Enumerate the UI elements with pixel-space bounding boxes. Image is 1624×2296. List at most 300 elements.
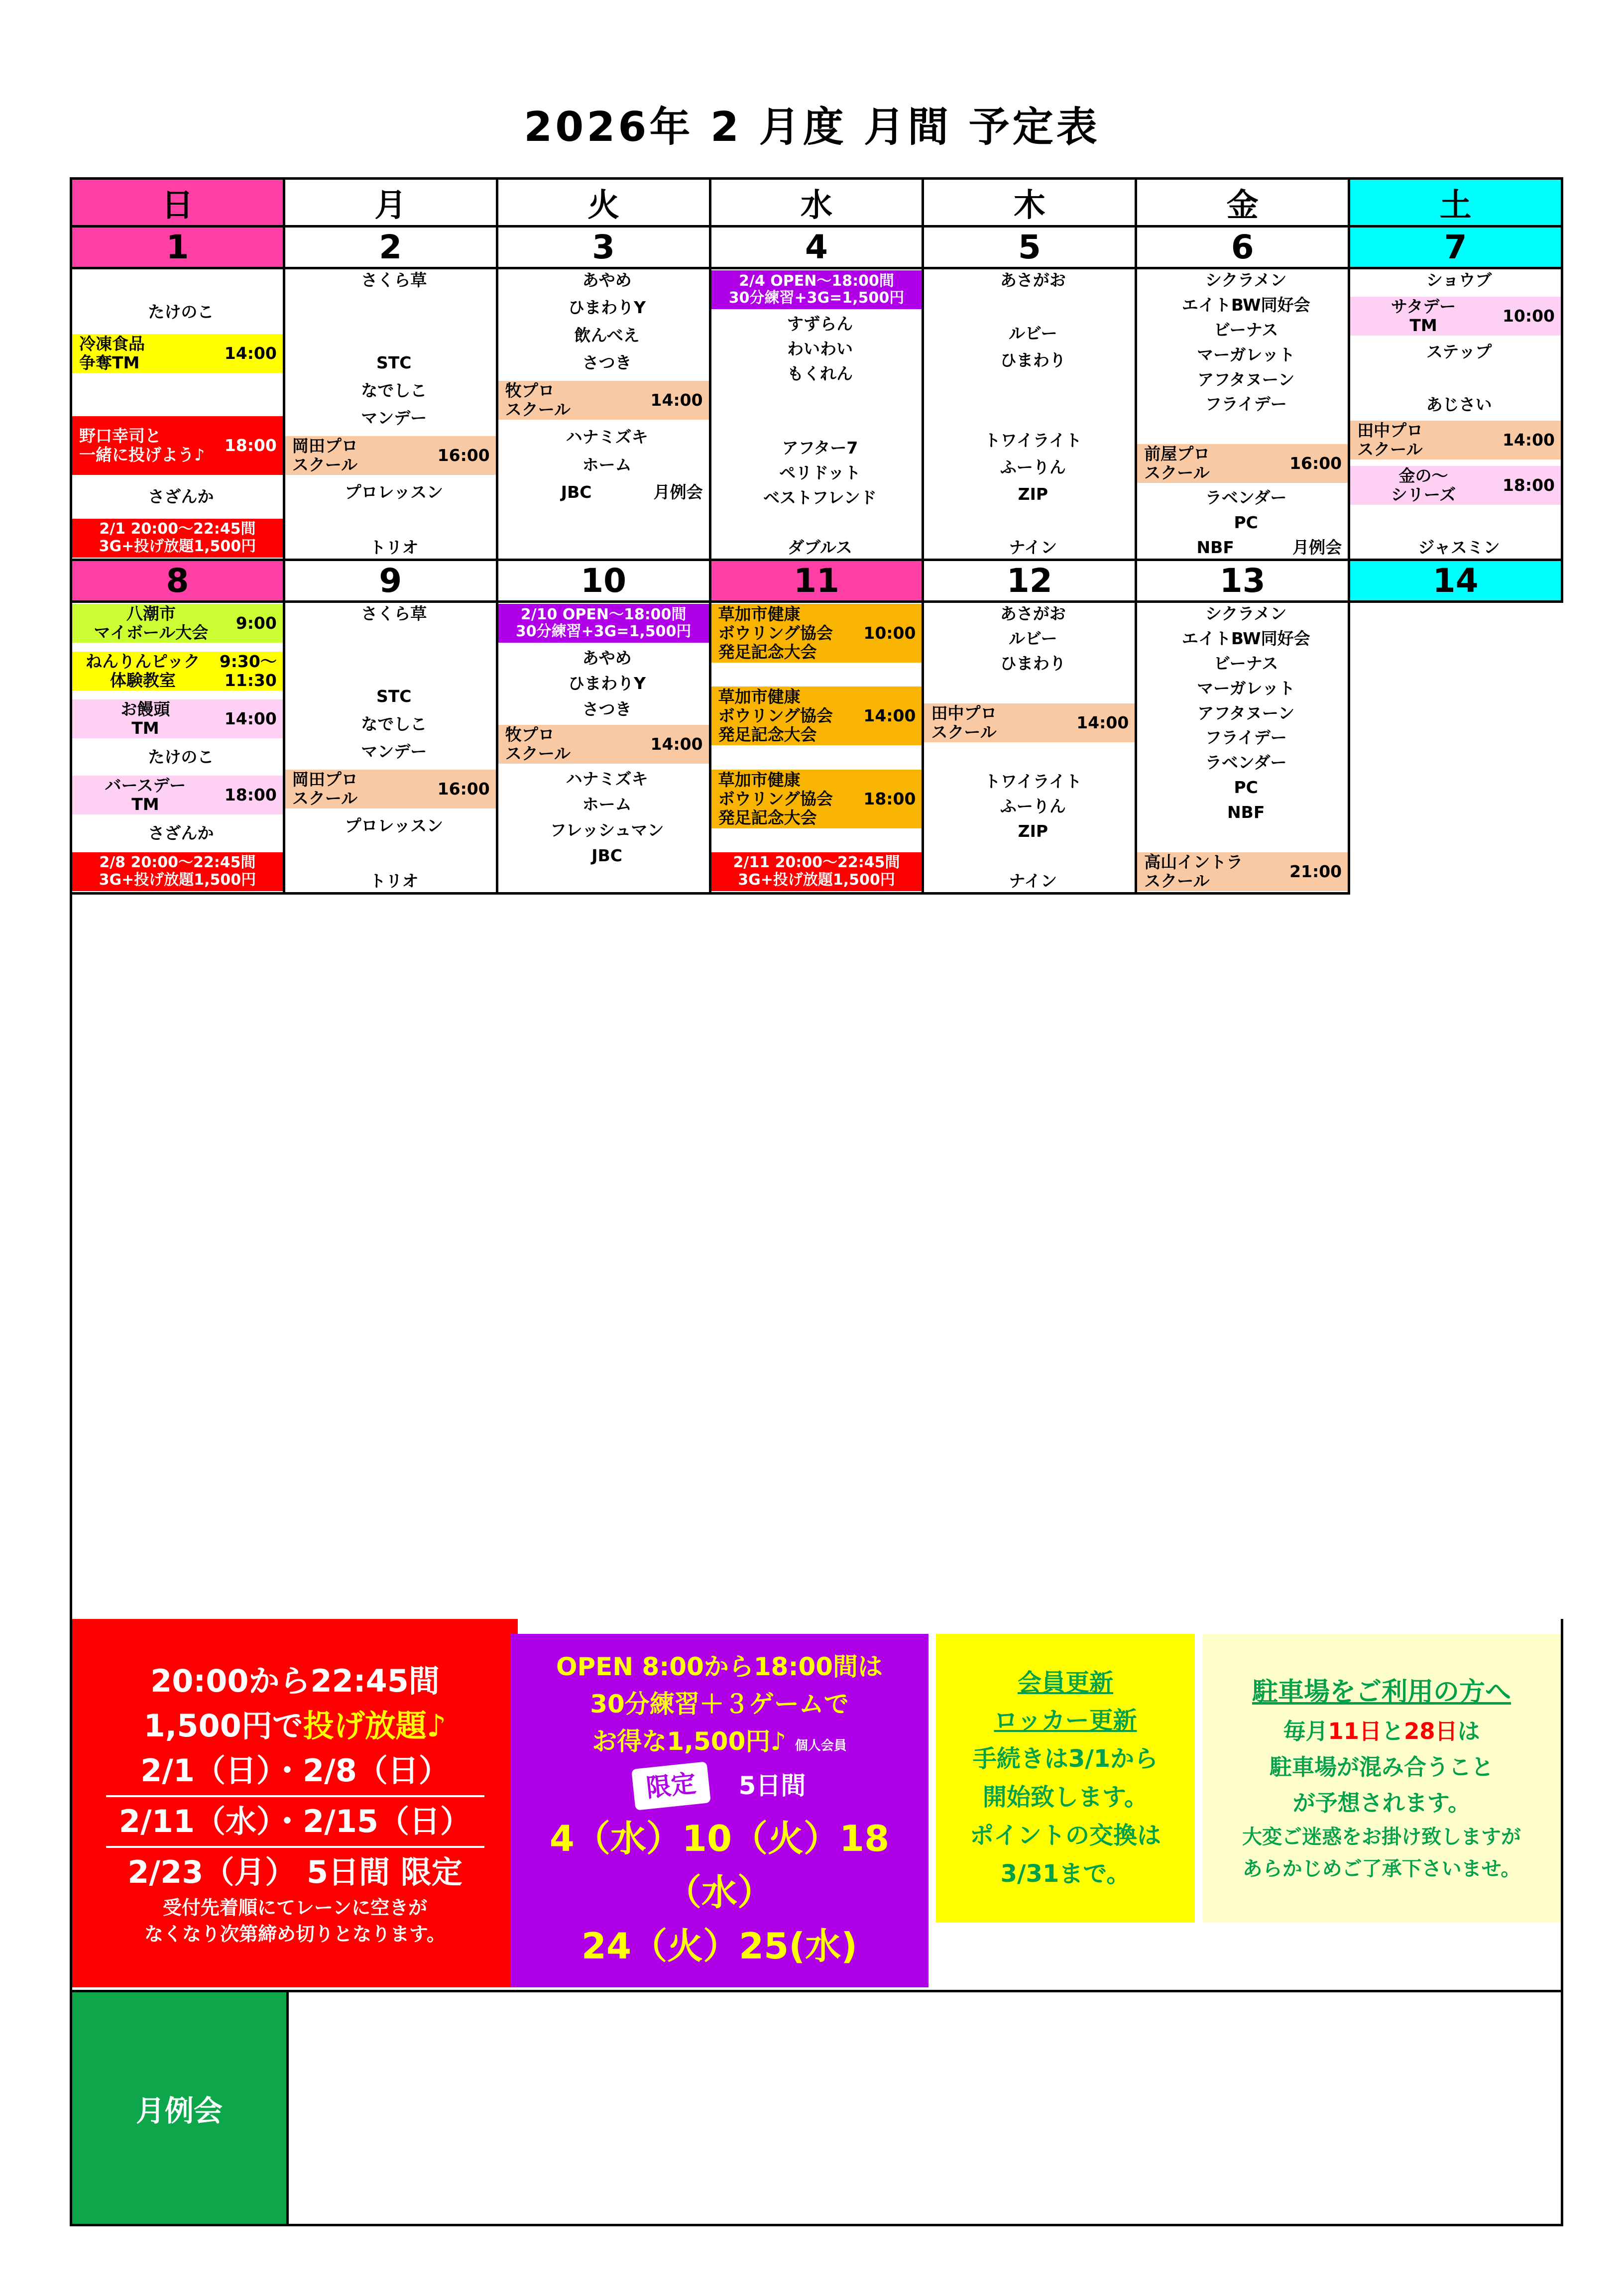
- day-cell: [924, 603, 1137, 895]
- schedule-item: [285, 844, 496, 864]
- item-name: アフター7: [782, 438, 858, 458]
- item-name: エイトBW同好会: [1181, 295, 1310, 315]
- schedule-item: [72, 699, 283, 738]
- schedule-item: [498, 725, 709, 764]
- day-cell: [924, 269, 1137, 561]
- item-name: 草加市健康 ボウリング協会 発足記念大会: [718, 604, 833, 662]
- late-night-promo-box: [72, 1619, 518, 1987]
- item-name: なでしこ: [361, 714, 427, 734]
- notice-line: 駐車場をご利用の方へ: [1252, 1677, 1511, 1708]
- schedule-item: [72, 852, 283, 891]
- item-name: ベストフレンド: [763, 488, 877, 508]
- notice-line: 手続きは3/1から: [972, 1745, 1159, 1773]
- item-name: プロレッスン: [345, 482, 444, 502]
- item-name: ナイン: [1009, 871, 1057, 891]
- item-name: たけのこ: [148, 747, 214, 767]
- item-name: 2/10 OPEN～18:00間 30分練習+3G=1,500円: [515, 605, 692, 640]
- item-time: 10:00: [1502, 306, 1555, 326]
- schedule-item: [72, 776, 283, 814]
- item-name: ジャスミン: [1418, 538, 1500, 558]
- item-name: すずらん: [787, 314, 853, 334]
- schedule-item: [1350, 466, 1561, 505]
- schedule-item: [72, 416, 283, 475]
- schedule-item: [711, 270, 922, 309]
- notice-text: は: [1457, 1718, 1480, 1744]
- item-name: 岡田プロ スクール: [292, 769, 358, 808]
- schedule-item: [1137, 604, 1348, 624]
- schedule-item: [924, 604, 1135, 624]
- schedule-item: [498, 482, 709, 502]
- notice-line: 3/31まで。: [1000, 1859, 1131, 1888]
- item-name: さつき: [582, 699, 632, 719]
- item-name: JBC: [561, 482, 592, 502]
- item-time: 18:00: [224, 785, 277, 805]
- date-number: 7: [1350, 228, 1563, 269]
- schedule-item: [711, 513, 922, 533]
- promo-note: 受付先着順にてレーンに空きが: [162, 1896, 428, 1919]
- item-name: NBF: [1196, 537, 1234, 557]
- schedule-item: [924, 538, 1135, 558]
- day-cell: [285, 603, 498, 895]
- item-name: マンデー: [361, 408, 427, 428]
- item-time: 14:00: [224, 708, 277, 728]
- schedule-item: [1137, 679, 1348, 698]
- promo-text: お得な1,500円♪: [592, 1727, 787, 1756]
- schedule-item: [924, 377, 1135, 397]
- schedule-item: [924, 404, 1135, 424]
- schedule-item: [924, 270, 1135, 290]
- item-time: 21:00: [1289, 861, 1342, 881]
- promo-line: [633, 1765, 806, 1807]
- item-name: もくれん: [787, 363, 853, 383]
- notice-line: ポイントの交換は: [969, 1821, 1161, 1849]
- item-name: マーガレット: [1197, 678, 1295, 698]
- schedule-item: [1137, 803, 1348, 822]
- item-name: 冷凍食品 争奪TM: [79, 334, 145, 372]
- schedule-item: [1137, 703, 1348, 723]
- notice-line: 開始致します。: [982, 1783, 1149, 1811]
- item-name: アフタヌーン: [1197, 369, 1295, 389]
- schedule-item: [1350, 297, 1561, 336]
- schedule-item: [498, 604, 709, 643]
- notice-text: 毎月: [1283, 1718, 1328, 1744]
- item-name: 田中プロ スクール: [1357, 421, 1423, 459]
- schedule-item: [1137, 345, 1348, 365]
- schedule-item: [1137, 295, 1348, 315]
- notice-text: 11日: [1328, 1718, 1382, 1744]
- weekday-header-tuesday: 火: [498, 180, 711, 228]
- schedule-item: [711, 339, 922, 359]
- item-name: ひまわりY: [568, 674, 646, 693]
- item-name: 2/8 20:00～22:45間 3G+投げ放題1,500円: [99, 854, 256, 889]
- schedule-item: [924, 772, 1135, 792]
- schedule-item: [1137, 629, 1348, 649]
- item-name: 金の～ シリーズ: [1391, 466, 1456, 505]
- item-name: アフタヌーン: [1197, 703, 1295, 723]
- day-cell: [72, 269, 285, 561]
- promo-text: 5日間: [738, 1771, 806, 1800]
- notice-line: 会員更新: [1017, 1668, 1113, 1697]
- item-name: ひまわりY: [568, 298, 646, 318]
- promo-line: [592, 1723, 847, 1760]
- item-name: ふーりん: [1000, 457, 1066, 477]
- daytime-promo-box: [510, 1634, 928, 1987]
- schedule-item: [924, 350, 1135, 370]
- schedule-item: [924, 871, 1135, 891]
- item-name: ひまわり: [1000, 653, 1066, 673]
- item-name: ホーム: [582, 455, 632, 474]
- item-name: 前屋プロ スクール: [1144, 444, 1210, 483]
- schedule-item: [924, 846, 1135, 866]
- item-time: 14:00: [1502, 430, 1555, 450]
- notice-line: が予想されます。: [1292, 1789, 1471, 1816]
- monthly-meeting-table: [70, 1992, 1563, 2226]
- schedule-item: [924, 821, 1135, 841]
- date-number: 9: [285, 561, 498, 603]
- schedule-item: [498, 381, 709, 420]
- date-number: 13: [1137, 561, 1350, 603]
- item-name: あさがお: [1000, 604, 1066, 624]
- schedule-item: [72, 270, 283, 290]
- promo-dates: 4（水）10（火）18（水）: [549, 1818, 890, 1913]
- item-name: わいわい: [787, 339, 853, 358]
- item-time: 月例会: [1292, 537, 1342, 557]
- schedule-item: [498, 353, 709, 373]
- item-name: 草加市健康 ボウリング協会 発足記念大会: [718, 770, 833, 827]
- date-number: 14: [1350, 561, 1563, 603]
- schedule-item: [498, 326, 709, 345]
- schedule-item: [285, 436, 496, 475]
- schedule-item: [711, 314, 922, 334]
- monthly-meeting-label: 月例会: [72, 1992, 289, 2224]
- parking-notice-box: [1202, 1634, 1561, 1923]
- date-number: 8: [72, 561, 285, 603]
- notice-line: 大変ご迷惑をお掛け致しますが: [1242, 1825, 1521, 1848]
- schedule-item: [1137, 394, 1348, 414]
- item-name: PC: [1234, 778, 1258, 798]
- day-cell: [1137, 603, 1350, 895]
- schedule-item: [285, 381, 496, 401]
- day-cell: [498, 269, 711, 561]
- item-name: ペリドット: [779, 463, 861, 483]
- promo-note: なくなり次第締め切りとなります。: [144, 1923, 446, 1945]
- item-name: ラベンダー: [1205, 753, 1287, 773]
- schedule-item: [1137, 370, 1348, 390]
- date-number: 4: [711, 228, 925, 269]
- item-name: 2/1 20:00～22:45間 3G+投げ放題1,500円: [99, 520, 256, 555]
- date-number: 2: [285, 228, 498, 269]
- schedule-item: [498, 795, 709, 814]
- schedule-item: [285, 871, 496, 891]
- schedule-item: [285, 482, 496, 502]
- weekday-header-saturday: 土: [1350, 180, 1563, 228]
- page-title: 2026年 2 月度 月間 予定表: [524, 104, 1100, 151]
- notice-line: あらかじめご了承下さいませ。: [1242, 1857, 1521, 1880]
- schedule-item: [285, 326, 496, 345]
- limited-badge: 限定: [631, 1761, 711, 1810]
- date-number: 11: [711, 561, 925, 603]
- promo-dates: 2/11（水）・2/15（日）: [118, 1803, 471, 1839]
- item-name: お饅頭 TM: [120, 699, 170, 738]
- item-time: 14:00: [650, 734, 703, 754]
- schedule-item: [498, 871, 709, 891]
- item-name: STC: [376, 353, 412, 373]
- membership-renewal-box: [936, 1634, 1195, 1923]
- schedule-item: [285, 770, 496, 808]
- day-cell: [498, 603, 711, 895]
- schedule-item: [924, 703, 1135, 742]
- schedule-item: [498, 699, 709, 719]
- schedule-item: [72, 823, 283, 843]
- weekday-header-thursday: 木: [924, 180, 1137, 228]
- schedule-item: [498, 674, 709, 693]
- schedule-item: [711, 488, 922, 508]
- item-time: 16:00: [1289, 454, 1342, 473]
- schedule-item: [285, 631, 496, 651]
- item-name: トワイライト: [984, 431, 1082, 451]
- item-name: さざんか: [148, 823, 214, 843]
- schedule-item: [1137, 320, 1348, 340]
- schedule-item: [498, 427, 709, 447]
- schedule-item: [924, 511, 1135, 531]
- item-name: あじさい: [1426, 394, 1492, 414]
- item-name: 岡田プロ スクール: [292, 436, 358, 474]
- day-cell: [72, 603, 285, 895]
- schedule-item: [498, 846, 709, 866]
- schedule-item: [285, 298, 496, 318]
- date-number: 10: [498, 561, 711, 603]
- item-name: エイトBW同好会: [1181, 628, 1310, 648]
- schedule-item: [1137, 852, 1348, 891]
- item-name: PC: [1234, 513, 1258, 533]
- item-name: 田中プロ スクール: [931, 703, 997, 742]
- schedule-item: [498, 538, 709, 558]
- item-time: 10:00: [863, 623, 916, 643]
- schedule-item: [924, 679, 1135, 698]
- schedule-item: [498, 648, 709, 668]
- item-name: トリオ: [369, 537, 419, 557]
- item-name: マンデー: [361, 742, 427, 762]
- item-name: マーガレット: [1197, 344, 1295, 364]
- item-name: プロレッスン: [345, 816, 444, 836]
- schedule-item: [285, 408, 496, 428]
- item-name: STC: [376, 687, 412, 706]
- promo-text: 5日間 限定: [306, 1853, 463, 1890]
- promo-text: 2/23（月）: [127, 1853, 296, 1890]
- item-name: フライデー: [1205, 394, 1287, 414]
- item-time: 14:00: [863, 706, 916, 726]
- item-time: 16:00: [437, 779, 490, 799]
- schedule-item: [711, 852, 922, 891]
- schedule-item: [711, 438, 922, 458]
- item-name: シクラメン: [1205, 604, 1287, 624]
- promo-dates: 2/1（日）・2/8（日）: [140, 1752, 450, 1789]
- weekday-header-friday: 金: [1137, 180, 1350, 228]
- item-name: さくら草: [361, 270, 427, 290]
- item-time: 14:00: [1076, 712, 1129, 732]
- schedule-item: [285, 353, 496, 373]
- item-name: フライデー: [1205, 728, 1287, 748]
- item-name: ダブルス: [788, 537, 852, 557]
- schedule-item: [711, 364, 922, 384]
- schedule-item: [924, 747, 1135, 767]
- item-name: トワイライト: [984, 772, 1082, 792]
- item-name: シクラメン: [1205, 270, 1287, 290]
- item-name: 牧プロ スクール: [505, 380, 571, 419]
- item-name: ラベンダー: [1205, 488, 1287, 508]
- schedule-item: [285, 816, 496, 836]
- item-name: ZIP: [1018, 484, 1048, 504]
- item-time: 9:00: [235, 613, 277, 633]
- schedule-item: [924, 654, 1135, 674]
- item-time: 18:00: [224, 436, 277, 456]
- item-name: さくら草: [361, 604, 427, 624]
- item-name: 高山イントラ スクール: [1144, 852, 1243, 891]
- item-name: ショウブ: [1426, 270, 1492, 290]
- item-time: 9:30～ 11:30: [219, 651, 277, 690]
- schedule-item: [285, 604, 496, 624]
- item-name: バースデー TM: [105, 776, 186, 814]
- schedule-item: [72, 652, 283, 690]
- schedule-item: [711, 604, 922, 663]
- schedule-item: [285, 687, 496, 706]
- item-name: 2/4 OPEN～18:00間 30分練習+3G=1,500円: [728, 272, 905, 307]
- item-name: サタデー TM: [1391, 296, 1456, 335]
- divider: [106, 1846, 484, 1848]
- schedule-item: [711, 413, 922, 433]
- day-cell: [711, 603, 925, 895]
- schedule-item: [72, 519, 283, 558]
- item-name: ルビー: [1009, 324, 1057, 344]
- item-time: 14:00: [650, 390, 703, 410]
- date-number: 3: [498, 228, 711, 269]
- schedule-item: [72, 747, 283, 767]
- item-name: ねんりんピック 体験教室: [86, 651, 200, 690]
- notice-line: [1283, 1714, 1480, 1749]
- item-time: 月例会: [653, 482, 703, 502]
- promo-text: 投げ放題♪: [303, 1707, 447, 1744]
- schedule-item: [1350, 368, 1561, 388]
- schedule-item: [1350, 395, 1561, 415]
- item-name: ふーりん: [1000, 797, 1066, 816]
- schedule-item: [924, 297, 1135, 317]
- item-name: さざんか: [148, 487, 214, 507]
- schedule-item: [72, 604, 283, 643]
- schedule-item: [711, 538, 922, 558]
- date-number: 5: [924, 228, 1137, 269]
- item-name: NBF: [1227, 803, 1265, 822]
- schedule-item: [285, 538, 496, 558]
- schedule-item: [924, 629, 1135, 649]
- schedule-item: [1137, 827, 1348, 847]
- item-name: ビーナス: [1214, 320, 1278, 340]
- schedule-item: [498, 769, 709, 789]
- schedule-item: [1137, 778, 1348, 798]
- item-name: さつき: [582, 353, 632, 373]
- schedule-item: [498, 298, 709, 318]
- day-cell: [1350, 269, 1563, 561]
- weekday-header-monday: 月: [285, 180, 498, 228]
- item-time: 14:00: [224, 343, 277, 363]
- promo-line: [144, 1704, 447, 1748]
- schedule-item: [1137, 419, 1348, 439]
- item-name: ホーム: [582, 795, 632, 814]
- date-number: 12: [924, 561, 1137, 603]
- schedule-item: [1350, 342, 1561, 362]
- schedule-item: [1137, 728, 1348, 748]
- day-cell: [711, 269, 925, 561]
- schedule-item: [924, 458, 1135, 477]
- item-time: 18:00: [863, 789, 916, 808]
- schedule-item: [285, 510, 496, 530]
- promo-line: [127, 1850, 462, 1895]
- notice-line: 駐車場が混み合うこと: [1269, 1753, 1494, 1780]
- item-time: 18:00: [1502, 475, 1555, 495]
- item-name: JBC: [591, 845, 622, 865]
- schedule-item: [1137, 488, 1348, 508]
- date-number: 1: [72, 228, 285, 269]
- notice-text: と: [1381, 1718, 1404, 1744]
- schedule-item: [1350, 270, 1561, 290]
- promo-text: 1,500円で: [143, 1707, 303, 1744]
- item-name: 草加市健康 ボウリング協会 発足記念大会: [718, 687, 833, 745]
- promo-line: 20:00から22:45間: [150, 1663, 440, 1700]
- item-name: あやめ: [582, 270, 632, 290]
- item-name: 野口幸司と 一緒に投げよう♪: [79, 426, 205, 465]
- schedule-item: [924, 431, 1135, 451]
- schedule-item: [1137, 270, 1348, 290]
- schedule-item: [72, 384, 283, 404]
- schedule-item: [924, 797, 1135, 816]
- item-name: 牧プロ スクール: [505, 724, 571, 763]
- schedule-item: [1350, 511, 1561, 531]
- schedule-item: [498, 270, 709, 290]
- schedule-item: [1137, 444, 1348, 483]
- notice-text: 28日: [1404, 1718, 1458, 1744]
- date-number: 6: [1137, 228, 1350, 269]
- schedule-item: [285, 270, 496, 290]
- item-name: ステップ: [1426, 342, 1492, 361]
- item-name: あさがお: [1000, 270, 1066, 290]
- day-cell: [285, 269, 498, 561]
- schedule-item: [1137, 654, 1348, 674]
- schedule-item: [711, 770, 922, 828]
- weekday-header-sunday: 日: [72, 180, 285, 228]
- notice-line: ロッカー更新: [994, 1707, 1137, 1735]
- schedule-item: [72, 334, 283, 373]
- schedule-item: [72, 487, 283, 507]
- item-name: フレッシュマン: [550, 820, 664, 840]
- schedule-item: [498, 820, 709, 840]
- item-name: あやめ: [582, 648, 632, 668]
- promo-line: OPEN 8:00から18:00間は: [556, 1652, 883, 1681]
- schedule-item: [498, 455, 709, 475]
- item-name: たけのこ: [148, 302, 214, 322]
- item-name: ハナミズキ: [566, 427, 648, 447]
- schedule-item: [285, 742, 496, 762]
- schedule-item: [711, 687, 922, 745]
- schedule-item: [1137, 513, 1348, 533]
- item-name: ルビー: [1009, 628, 1057, 648]
- weekday-header-wednesday: 水: [711, 180, 925, 228]
- promo-dates: 24（火）25(水): [581, 1925, 858, 1967]
- item-name: トリオ: [369, 871, 419, 891]
- item-name: ひまわり: [1000, 350, 1066, 370]
- item-name: ZIP: [1018, 821, 1048, 841]
- schedule-item: [285, 714, 496, 734]
- item-name: 八潮市 マイボール大会: [94, 604, 209, 642]
- schedule-item: [1137, 753, 1348, 773]
